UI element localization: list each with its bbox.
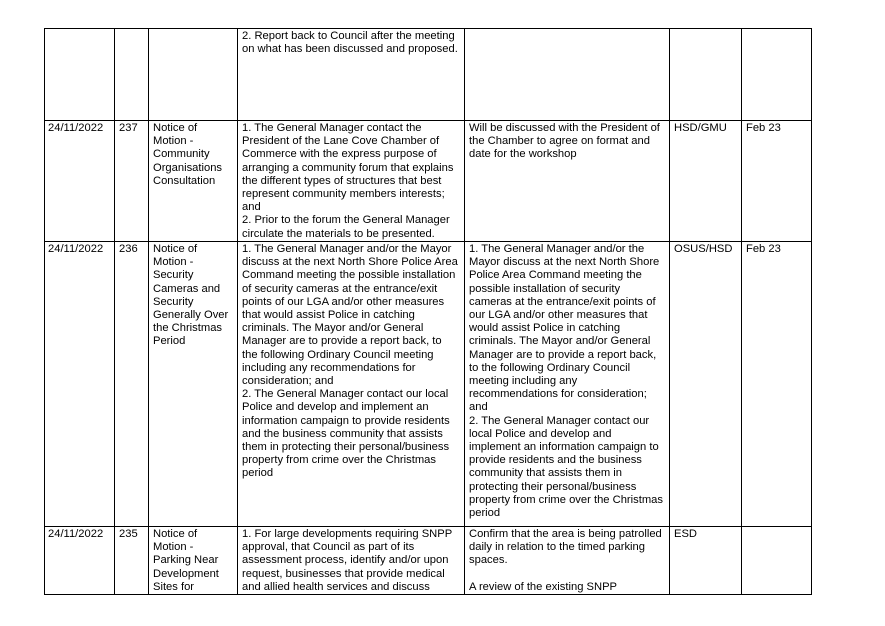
due-date-cell: Feb 23 [742, 242, 812, 527]
table-row [45, 242, 812, 527]
date-cell: 24/11/2022 [45, 242, 115, 527]
resolution-cell: 1. The General Manager and/or the Mayor discuss at the next North Shore Police Area Command meeting the possible installation of security cameras at the entrance/exit points of our LGA and/or other measures that would assist Police in catching criminals. The Mayor and/or General Manager are to provide a report back, to the following Ordinary Council meeting including any recommendations for consideration; and 2. The General Manager contact our local Police and develop and implement an information campaign to provide residents and the business community that assists them in protecting their personal/business property from crime over the Christmas period [238, 242, 465, 527]
table-row [45, 121, 812, 242]
action-cell: Confirm that the area is being patrolled daily in relation to the timed parking spaces. A review of the existing SNPP [465, 527, 670, 595]
resolutions-table [44, 28, 812, 595]
action-cell: 1. The General Manager and/or the Mayor discuss at the next North Shore Police Area Command meeting the possible installation of security cameras at the entrance/exit points of our LGA and/or other measures that would assist Police in catching criminals. The Mayor and/or General Manager are to provide a report back, to the following Ordinary Council meeting including any recommendations for consideration; and 2. The General Manager contact our local Police and develop and implement an information campaign to provide residents and the business community that assists them in protecting their personal/business property from crime over the Christmas period [465, 242, 670, 527]
subject-cell: Notice of Motion - Community Organisations Consultation [149, 121, 238, 242]
date-cell: 24/11/2022 [45, 527, 115, 595]
resolution-cell: 1. For large developments requiring SNPP approval, that Council as part of its assessment process, identify and/or upon request, businesses that provide medical and allied health services and discuss [238, 527, 465, 595]
date-cell: 24/11/2022 [45, 121, 115, 242]
responsible-cell: OSUS/HSD [670, 242, 742, 527]
subject-cell [149, 29, 238, 121]
table-row [45, 29, 812, 121]
date-cell [45, 29, 115, 121]
due-date-cell: Feb 23 [742, 121, 812, 242]
resolution-cell: 1. The General Manager contact the President of the Lane Cove Chamber of Commerce with the express purpose of arranging a community forum that explains the different types of structures that best represent community members interests; and 2. Prior to the forum the General Manager circulate the materials to be presented. [238, 121, 465, 242]
item-number-cell [115, 29, 149, 121]
item-number-cell: 235 [115, 527, 149, 595]
due-date-cell [742, 527, 812, 595]
subject-cell: Notice of Motion - Security Cameras and Security Generally Over the Christmas Period [149, 242, 238, 527]
action-cell: Will be discussed with the President of the Chamber to agree on format and date for the workshop [465, 121, 670, 242]
resolution-cell: 2. Report back to Council after the meeting on what has been discussed and proposed. [238, 29, 465, 121]
table-row [45, 527, 812, 595]
responsible-cell [670, 29, 742, 121]
responsible-cell: HSD/GMU [670, 121, 742, 242]
responsible-cell: ESD [670, 527, 742, 595]
item-number-cell: 237 [115, 121, 149, 242]
subject-cell: Notice of Motion - Parking Near Development Sites for [149, 527, 238, 595]
action-cell [465, 29, 670, 121]
item-number-cell: 236 [115, 242, 149, 527]
due-date-cell [742, 29, 812, 121]
